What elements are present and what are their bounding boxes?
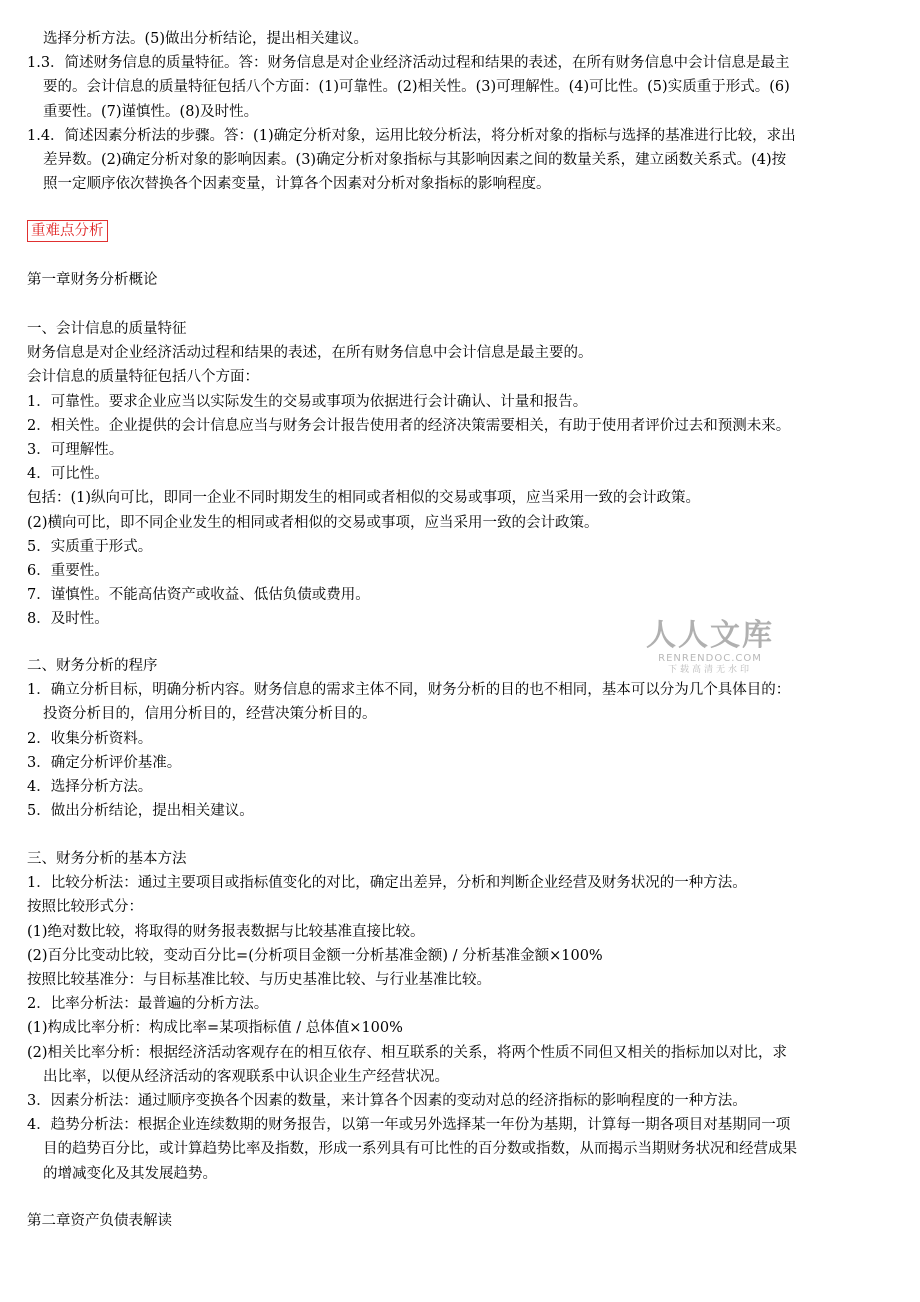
- text-line: 4．趋势分析法：根据企业连续数期的财务报告，以第一年或另外选择某一年份为基期，计算每一期各项目对基期同一项: [27, 1117, 791, 1134]
- watermark-logo: [645, 619, 775, 676]
- text-line: 3．因素分析法：通过顺序变换各个因素的数量，来计算各个因素的变动对总的经济指标的影响程度的一种方法。: [27, 1093, 747, 1109]
- text-line: (1)构成比率分析：构成比率=某项指标值 / 总体值×100%: [27, 1020, 403, 1037]
- text-line: 1.3．简述财务信息的质量特征。答：财务信息是对企业经济活动过程和结果的表述，在所有财务信息中会计信息是最主: [27, 55, 790, 72]
- text-line: 三、财务分析的基本方法: [27, 851, 187, 867]
- text-line: 一、会计信息的质量特征: [27, 321, 187, 337]
- text-line: 按照比较形式分：: [27, 899, 143, 916]
- text-line: 1．确立分析目标，明确分析内容。财务信息的需求主体不同，财务分析的目的也不相同，基本可以分为几个具体目的：: [27, 682, 791, 699]
- watermark-subtitle: 下载高清无水印: [667, 665, 752, 675]
- text-line: 5．做出分析结论，提出相关建议。: [27, 803, 254, 820]
- text-line: 差异数。(2)确定分析对象的影响因素。(3)确定分析对象指标与其影响因素之间的数量关系，建立函数关系式。(4)按: [43, 152, 787, 168]
- chapter1-title: 第一章财务分析概论: [27, 272, 158, 288]
- text-line: (2)百分比变动比较，变动百分比=(分析项目金额一分析基准金额) / 分析基准金额×100%: [27, 947, 603, 964]
- key-points-badge[interactable]: 重难点分析: [27, 220, 108, 242]
- text-line: 8．及时性。: [27, 611, 109, 628]
- text-line: 财务信息是对企业经济活动过程和结果的表述，在所有财务信息中会计信息是最主要的。: [27, 345, 593, 362]
- text-line: 按照比较基准分：与目标基准比较、与历史基准比较、与行业基准比较。: [27, 972, 491, 988]
- text-line: 目的趋势百分比，或计算趋势比率及指数，形成一系列具有可比性的百分数或指数，从而揭示当期财务状况和经营成果: [43, 1141, 797, 1158]
- text-line: 1．可靠性。要求企业应当以实际发生的交易或事项为依据进行会计确认、计量和报告。: [27, 393, 588, 410]
- text-line: 的增减变化及其发展趋势。: [43, 1165, 217, 1182]
- text-line: 2．比率分析法：最普遍的分析方法。: [27, 996, 269, 1013]
- text-line: (1)绝对数比较，将取得的财务报表数据与比较基准直接比较。: [27, 923, 425, 940]
- text-line: 4．选择分析方法。: [27, 779, 153, 795]
- text-line: 2．相关性。企业提供的会计信息应当与财务会计报告使用者的经济决策需要相关，有助于使用者评价过去和预测未来。: [27, 417, 791, 434]
- text-line: 照一定顺序依次替换各个因素变量，计算各个因素对分析对象指标的影响程度。: [43, 176, 551, 193]
- text-line: 出比率，以便从经济活动的客观联系中认识企业生产经营状况。: [43, 1068, 449, 1085]
- text-line: 3．确定分析评价基准。: [27, 754, 182, 771]
- text-line: 6．重要性。: [27, 563, 109, 579]
- text-line: 选择分析方法。(5)做出分析结论，提出相关建议。: [43, 31, 369, 47]
- watermark-url: RENRENDOC.COM: [658, 653, 762, 664]
- text-line: 2．收集分析资料。: [27, 730, 153, 747]
- text-line: 1.4．简述因素分析法的步骤。答：(1)确定分析对象，运用比较分析法，将分析对象的指标与选择的基准进行比较，求出: [27, 127, 796, 144]
- text-line: 7．谨慎性。不能高估资产或收益、低估负债或费用。: [27, 587, 370, 604]
- text-line: 包括：(1)纵向可比，即同一企业不同时期发生的相同或者相似的交易或事项，应当采用一致的会计政策。: [27, 490, 701, 507]
- text-line: 重要性。(7)谨慎性。(8)及时性。: [43, 103, 259, 120]
- text-line: (2)横向可比，即不同企业发生的相同或者相似的交易或事项，应当采用一致的会计政策。: [27, 514, 599, 531]
- text-line: 二、财务分析的程序: [27, 658, 158, 674]
- text-line: (2)相关比率分析：根据经济活动客观存在的相互依存、相互联系的关系，将两个性质不同但又相关的指标加以对比，求: [27, 1044, 788, 1061]
- text-line: 5．实质重于形式。: [27, 538, 153, 555]
- text-line: 会计信息的质量特征包括八个方面：: [27, 369, 259, 386]
- text-line: 投资分析目的，信用分析目的，经营决策分析目的。: [43, 706, 377, 723]
- text-line: 4．可比性。: [27, 466, 109, 483]
- watermark-title: 人人文库: [646, 618, 774, 653]
- chapter2-title: 第二章资产负债表解读: [27, 1213, 172, 1229]
- text-line: 3．可理解性。: [27, 442, 124, 458]
- text-line: 1．比较分析法：通过主要项目或指标值变化的对比，确定出差异，分析和判断企业经营及财务状况的一种方法。: [27, 875, 747, 892]
- text-line: 要的。会计信息的质量特征包括八个方面：(1)可靠性。(2)相关性。(3)可理解性。(4)可比性。(5)实质重于形式。(6): [43, 79, 790, 96]
